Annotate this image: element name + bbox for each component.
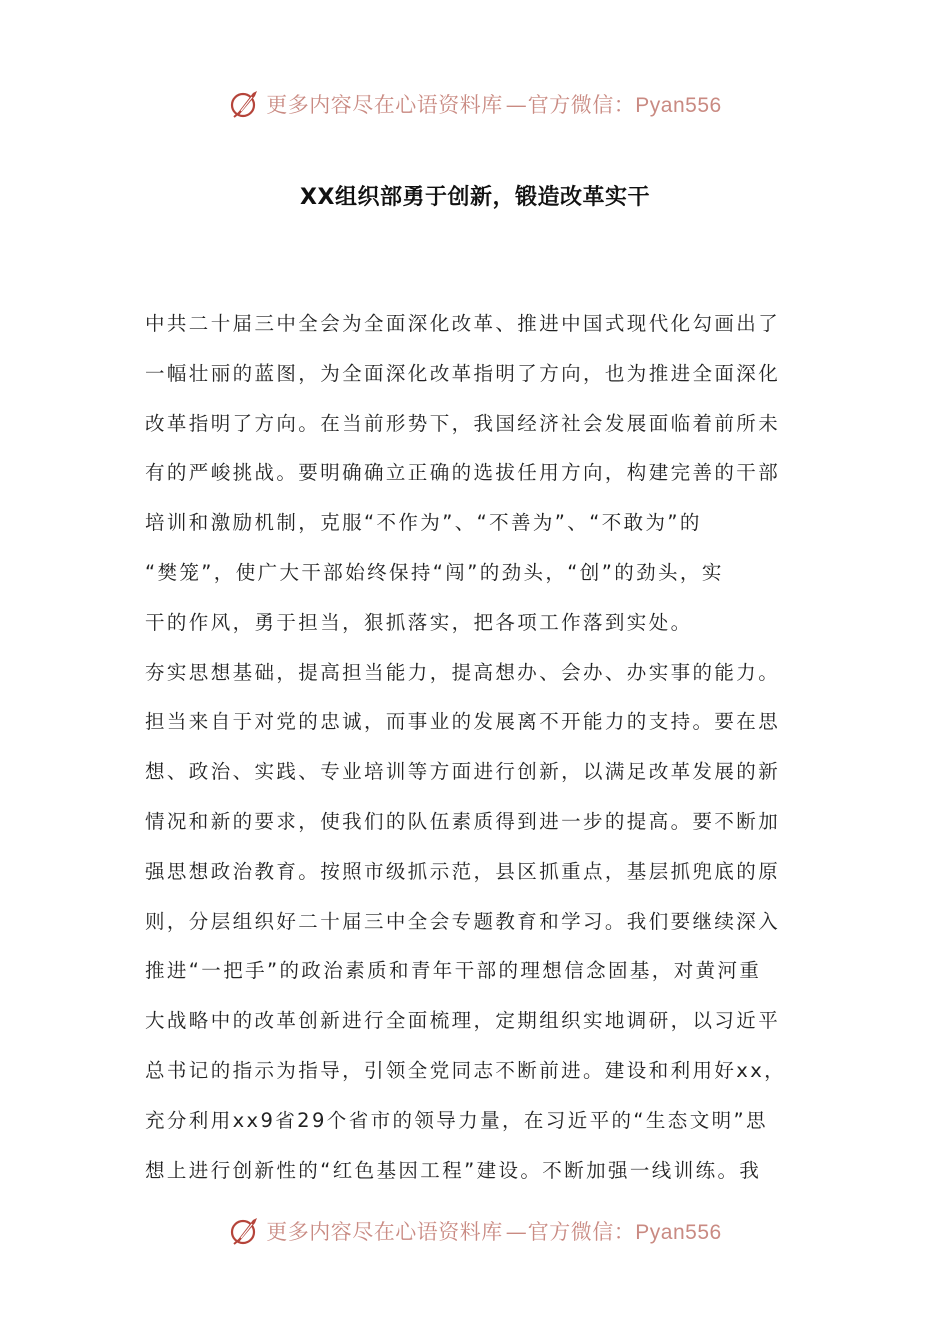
body-line: 情况和新的要求，使我们的队伍素质得到进一步的提高。要不断加 xyxy=(145,809,781,833)
body-line: 充分利用xx9省29个省市的领导力量，在习近平的“生态文明”思 xyxy=(145,1108,768,1132)
body-line: 改革指明了方向。在当前形势下，我国经济社会发展面临着前所未 xyxy=(145,411,781,435)
body-line: 总书记的指示为指导，引领全党同志不断前进。建设和利用好xx， xyxy=(145,1058,787,1082)
body-line: “樊笼”，使广大干部始终保持“闯”的劲头，“创”的劲头，实 xyxy=(145,560,724,584)
body-line: 培训和激励机制，克服“不作为”、“不善为”、“不敢为”的 xyxy=(145,511,702,535)
quill-pen-logo-icon xyxy=(228,87,262,121)
body-line: 强思想政治教育。按照市级抓示范，县区抓重点，基层抓兜底的原 xyxy=(145,859,781,883)
body-line: 有的严峻挑战。要明确确立正确的选拔任用方向，构建完善的干部 xyxy=(145,461,781,485)
document-body xyxy=(145,299,807,1195)
wechat-handle: Pyan556 xyxy=(635,1221,722,1244)
body-line: 中共二十届三中全会为全面深化改革、推进中国式现代化勾画出了 xyxy=(145,312,781,335)
body-line: 夯实思想基础，提高担当能力，提高想办、会办、办实事的能力。 xyxy=(145,660,781,684)
page-title: XX组织部勇于创新，锻造改革实干 xyxy=(300,185,650,210)
body-line: 大战略中的改革创新进行全面梳理，定期组织实地调研，以习近平 xyxy=(145,1009,781,1033)
body-line: 则，分层组织好二十届三中全会专题教育和学习。我们要继续深入 xyxy=(145,909,781,933)
header-watermark xyxy=(0,84,950,124)
watermark-text: 更多内容尽在心语资料库 — 官方微信：Pyan556 xyxy=(266,1220,722,1244)
body-line: 想上进行创新性的“红色基因工程”建设。不断加强一线训练。我 xyxy=(145,1158,762,1182)
quill-pen-logo-icon xyxy=(228,1214,262,1248)
body-line: 想、政治、实践、专业培训等方面进行创新，以满足改革发展的新 xyxy=(145,760,781,784)
body-line: 干的作风，勇于担当，狠抓落实，把各项工作落到实处。 xyxy=(145,610,693,634)
body-line: 推进“一把手”的政治素质和青年干部的理想信念固基，对黄河重 xyxy=(145,959,762,983)
body-line: 担当来自于对党的忠诚，而事业的发展离不开能力的支持。要在思 xyxy=(145,710,781,734)
body-line: 一幅壮丽的蓝图，为全面深化改革指明了方向，也为推进全面深化 xyxy=(145,361,781,385)
wechat-handle: Pyan556 xyxy=(635,94,722,117)
footer-watermark xyxy=(0,1211,950,1251)
watermark-text: 更多内容尽在心语资料库 — 官方微信：Pyan556 xyxy=(266,93,722,117)
